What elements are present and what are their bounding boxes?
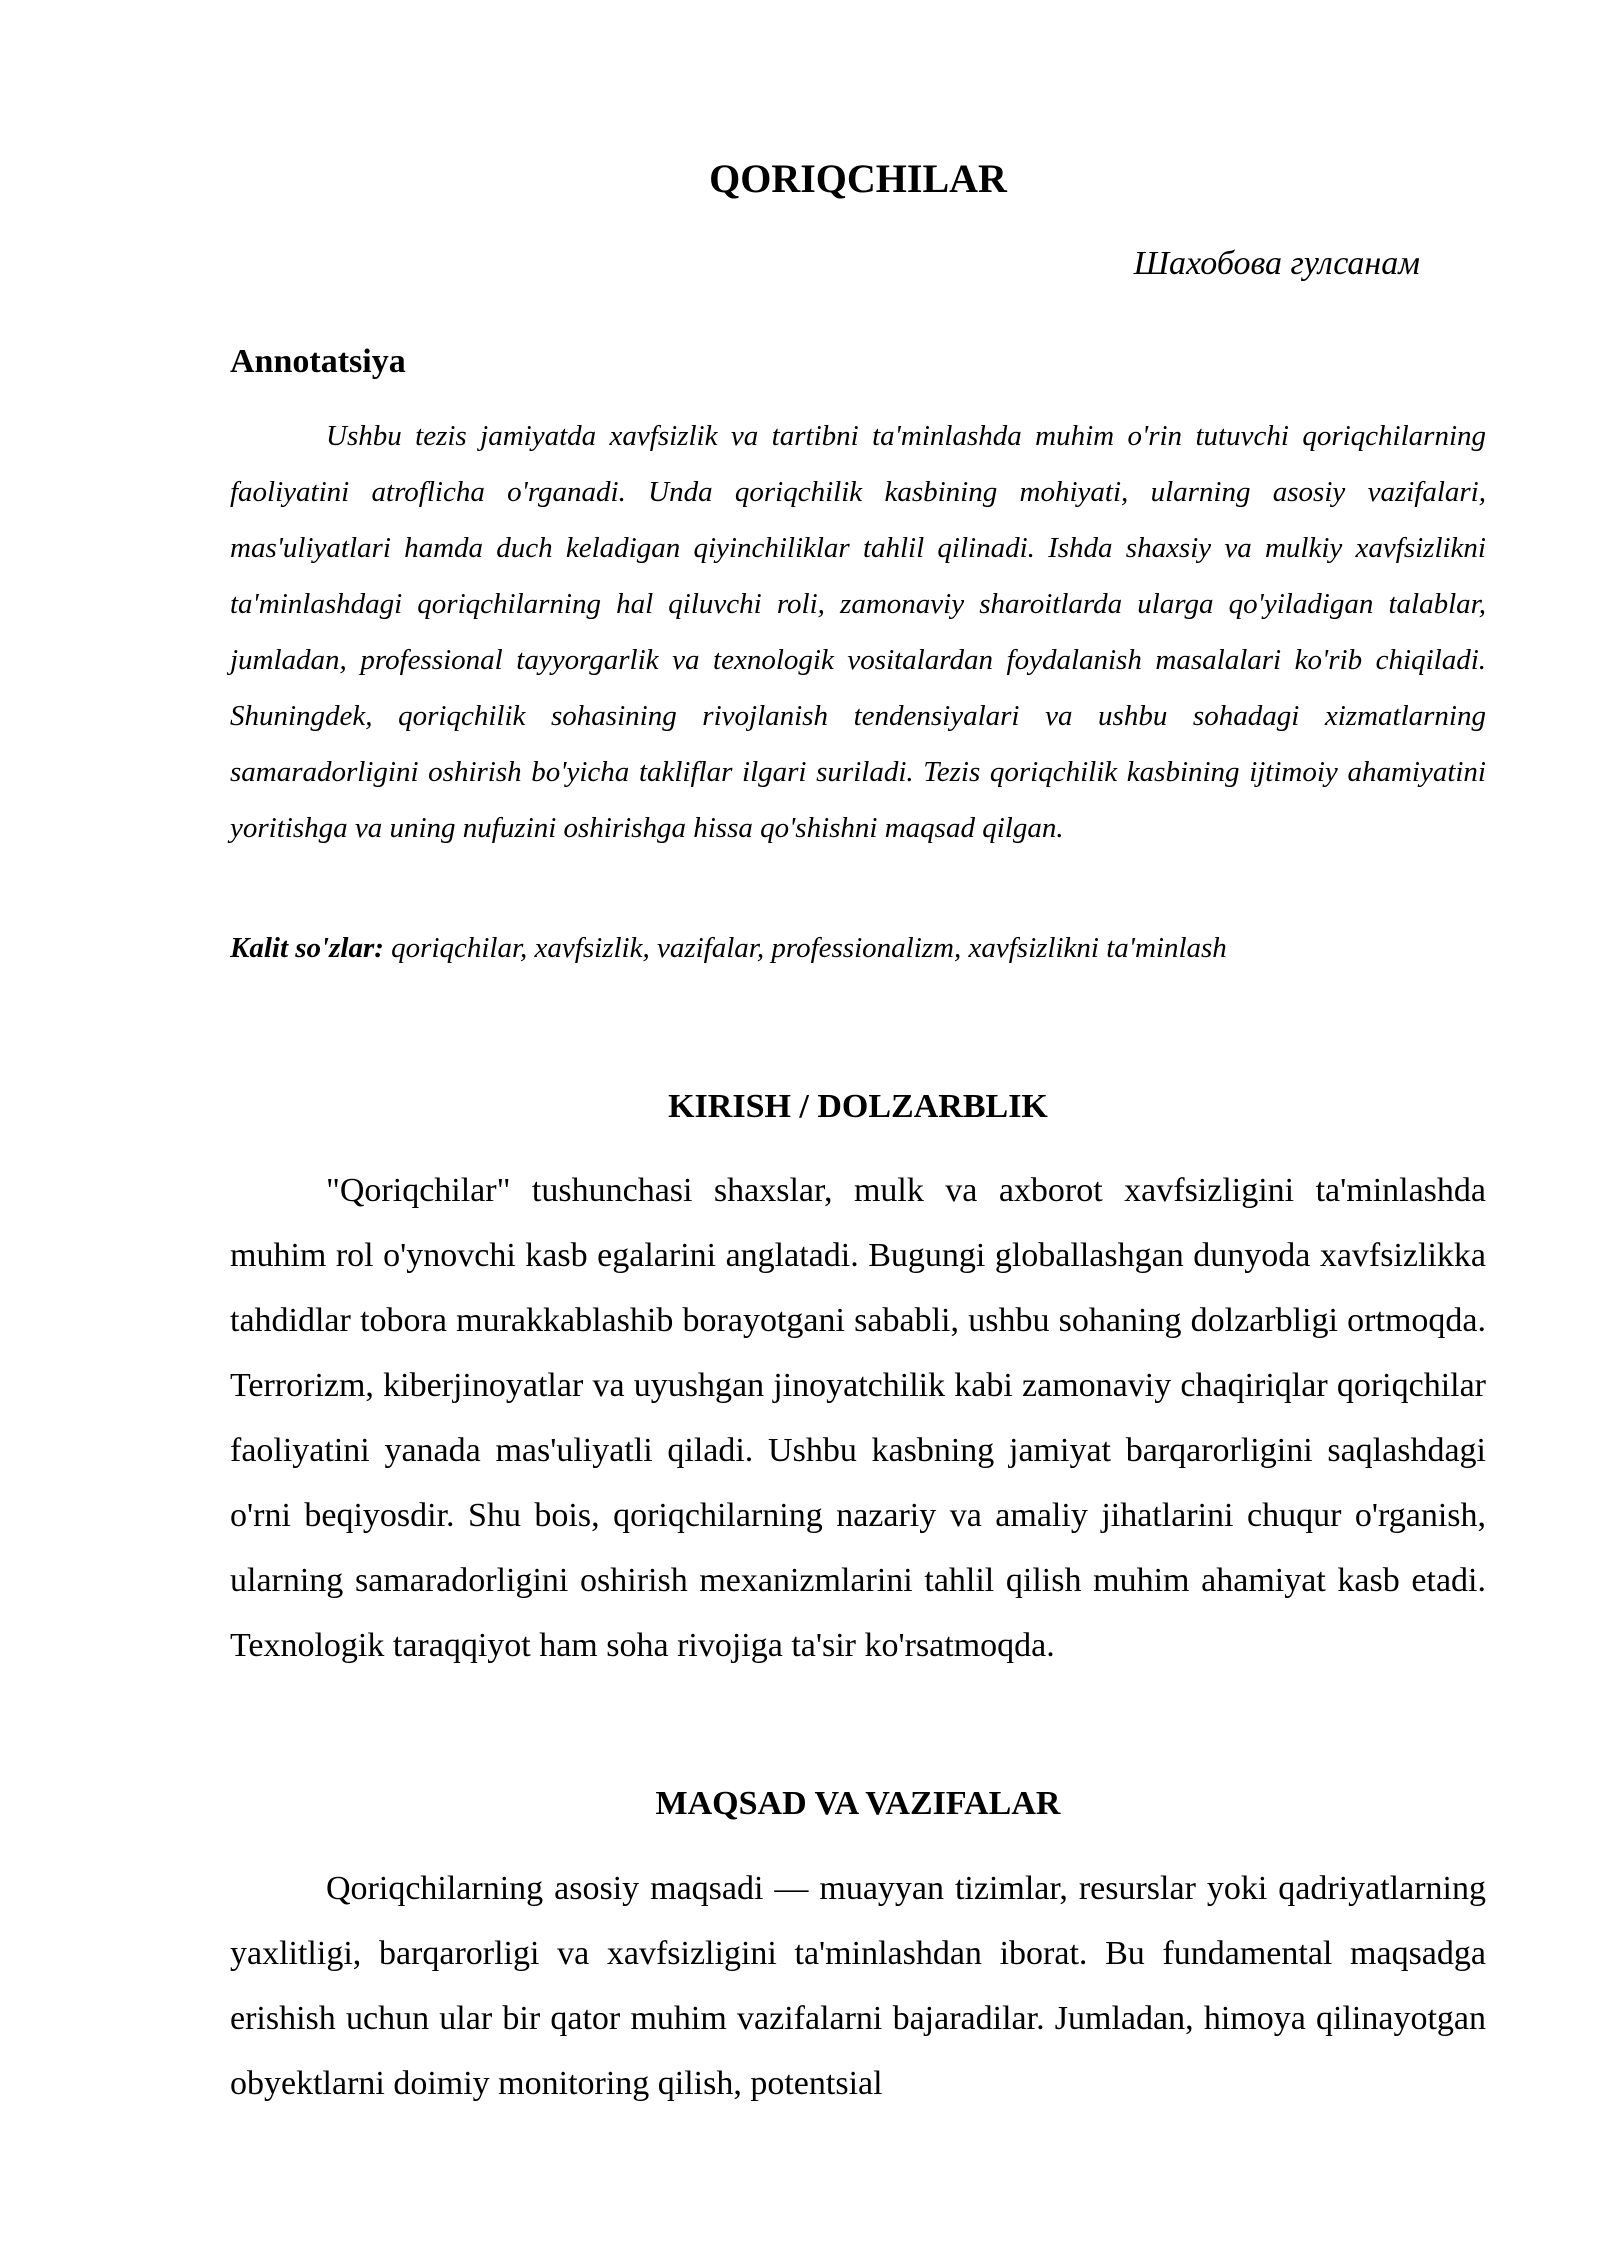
section-text-kirish: "Qoriqchilar" tushunchasi shaxslar, mulk va axborot xavfsizligini ta'minlashda muhim rol o'ynovchi kasb egalarini anglatadi. Bugungi globallashgan dunyoda xavfsizlikka tahdidlar tobora murakkablashib borayotgani sababli, ushbu sohaning dolzarbligi ortmoqda. Terrorizm, kiberjinoyatlar va uyushgan jinoyatchilik kabi zamonaviy chaqiriqlar qoriqchilar faoliyatini yanada mas'uliyatli qiladi. Ushbu kasbning jamiyat barqarorligini saqlashdagi o'rni beqiyosdir. Shu bois, qoriqchilarning nazariy va amaliy jihatlarini chuqur o'rganish, ularning samaradorligini oshirish mexanizmlarini tahlil qilish muhim ahamiyat kasb etadi. Texnologik taraqqiyot ham soha rivojiga ta'sir ko'rsatmoqda. [230,1172,1486,1664]
keywords-line [230,924,1486,972]
document-title: QORIQCHILAR [709,156,1007,201]
section-heading-kirish: KIRISH / DOLZARBLIK [668,1088,1048,1125]
keywords-list: qoriqchilar, xavfsizlik, vazifalar, professionalizm, xavfsizlikni ta'minlash [383,932,1227,964]
section-heading-maqsad: MAQSAD VA VAZIFALAR [655,1785,1061,1822]
section-text-maqsad: Qoriqchilarning asosiy maqsadi — muayyan tizimlar, resurslar yoki qadriyatlarning yaxlitligi, barqarorligi va xavfsizligini ta'minlashdan iborat. Bu fundamental maqsadga erishish uchun ular bir qator muhim vazifalarni bajaradilar. Jumladan, himoya qilinayotgan obyektlarni doimiy monitoring qilish, potentsial [230,1870,1486,2102]
author-name: Шахобова гулсанам [1133,245,1420,282]
annotation-heading: Annotatsiya [230,343,406,380]
annotation-text: Ushbu tezis jamiyatda xavfsizlik va tartibni ta'minlashda muhim o'rin tutuvchi qoriqchilarning faoliyatini atroflicha o'rganadi. Unda qoriqchilik kasbining mohiyati, ularning asosiy vazifalari, mas'uliyatlari hamda duch keladigan qiyinchiliklar tahlil qilinadi. Ishda shaxsiy va mulkiy xavfsizlikni ta'minlashdagi qoriqchilarning hal qiluvchi roli, zamonaviy sharoitlarda ularga qo'yiladigan talablar, jumladan, professional tayyorgarlik va texnologik vositalardan foydalanish masalalari ko'rib chiqiladi. Shuningdek, qoriqchilik sohasining rivojlanish tendensiyalari va ushbu sohadagi xizmatlarning samaradorligini oshirish bo'yicha takliflar ilgari suriladi. Tezis qoriqchilik kasbining ijtimoiy ahamiyatini yoritishga va uning nufuzini oshirishga hissa qo'shishni maqsad qilgan. [230,420,1486,844]
keywords-label: Kalit so'zlar: [230,932,384,964]
